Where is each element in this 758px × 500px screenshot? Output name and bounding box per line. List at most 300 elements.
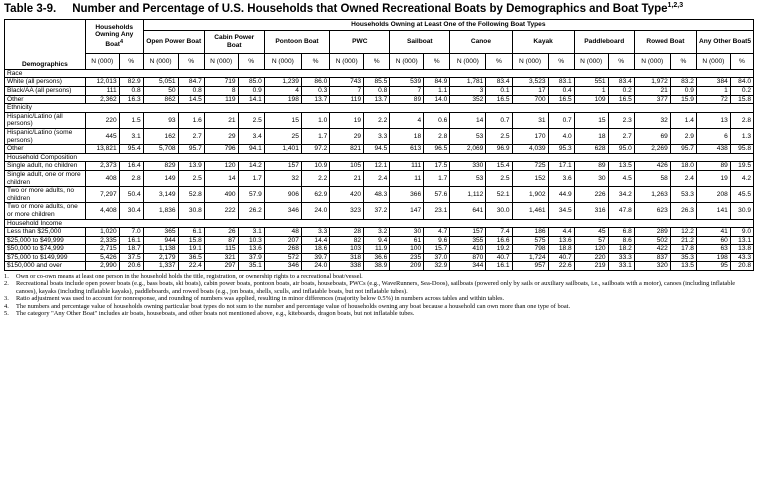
footnote-text: The category "Any Other Boat" includes air boats, houseboats, and other boats not mentioned above, e.g., kiteboards, dragon boats, but not inflatable tubes. <box>16 310 415 318</box>
percent-cell: 30.8 <box>178 203 204 219</box>
table-row <box>5 170 754 186</box>
count-cell: 289 <box>634 228 670 237</box>
n-unit-header: N (000) <box>450 53 486 69</box>
count-cell: 222 <box>204 203 238 219</box>
table-row <box>5 145 754 154</box>
count-cell: 57 <box>574 236 608 245</box>
percent-cell: 37.2 <box>364 203 390 219</box>
footnote-marker: 2. <box>4 280 9 288</box>
percent-cell: 39.7 <box>301 253 329 262</box>
count-cell: 1,724 <box>512 253 548 262</box>
count-cell: 551 <box>574 78 608 87</box>
count-cell: 19 <box>696 170 730 186</box>
percent-cell: 37.5 <box>119 253 143 262</box>
percent-cell: 1.7 <box>301 128 329 144</box>
percent-cell: 10.9 <box>301 162 329 171</box>
percent-cell: 94.1 <box>238 145 264 154</box>
percent-cell: 43.3 <box>730 253 753 262</box>
percent-cell: 2.8 <box>730 112 753 128</box>
percent-cell: 17.5 <box>424 162 450 171</box>
count-cell: 641 <box>450 203 486 219</box>
count-cell: 162 <box>143 128 178 144</box>
percent-cell: 3.2 <box>364 228 390 237</box>
percent-cell: 3.4 <box>238 128 264 144</box>
count-cell: 719 <box>204 78 238 87</box>
count-cell: 14 <box>450 112 486 128</box>
percent-cell: 13.6 <box>238 245 264 254</box>
count-cell: 220 <box>85 112 119 128</box>
count-cell: 220 <box>574 253 608 262</box>
percent-cell: 18.8 <box>548 245 574 254</box>
footnote-marker: 4. <box>4 302 9 310</box>
count-cell: 2,179 <box>143 253 178 262</box>
count-cell: 119 <box>330 95 364 104</box>
count-cell: 490 <box>204 187 238 203</box>
percent-cell: 0.2 <box>730 87 753 96</box>
percent-cell: 95.8 <box>730 145 753 154</box>
count-cell: 1,461 <box>512 203 548 219</box>
n-unit-header: N (000) <box>390 53 424 69</box>
percent-cell: 16.4 <box>119 162 143 171</box>
percent-cell: 0.8 <box>178 87 204 96</box>
percent-cell: 40.7 <box>486 253 512 262</box>
percent-cell: 84.7 <box>178 78 204 87</box>
percent-cell: 50.4 <box>119 187 143 203</box>
count-cell: 1,401 <box>264 145 301 154</box>
percent-cell: 1.1 <box>424 87 450 96</box>
count-cell: 32 <box>634 112 670 128</box>
count-cell: 5,051 <box>143 78 178 87</box>
percent-cell: 0.8 <box>364 87 390 96</box>
percent-cell: 95.0 <box>608 145 634 154</box>
percent-cell: 47.8 <box>608 203 634 219</box>
percent-cell: 40.7 <box>548 253 574 262</box>
row-label: Black/AA (all persons) <box>5 87 86 96</box>
count-cell: 330 <box>450 162 486 171</box>
any-boat-header <box>85 19 143 53</box>
count-cell: 17 <box>512 87 548 96</box>
boat-type-header: Pontoon Boat <box>264 30 329 53</box>
percent-cell: 24.0 <box>301 203 329 219</box>
percent-cell: 19.2 <box>486 245 512 254</box>
footnote-text: Recreational boats include open power boats (e.g., bass boats, ski boats), cabin power boats, pontoon boats, air boats, houseboats, PWCs (e.g., WaveRunners, Sea-Doos), sailboats (powered only by sails or auxiliary sailboats, i.e., sailboats with a motor), canoes (including inflatable canoes), kayaks (including inflatable kayaks), paddleboards, and rowed boats (e.g., jon boats, shells, sculls, and inflatable boats, but not inflatable tubes). <box>16 280 736 295</box>
count-cell: 321 <box>204 253 238 262</box>
count-cell: 207 <box>264 236 301 245</box>
percent-cell: 14.0 <box>424 95 450 104</box>
percent-cell: 20.8 <box>730 262 753 271</box>
percent-cell: 19.1 <box>178 245 204 254</box>
count-cell: 1,020 <box>85 228 119 237</box>
percent-cell: 26.3 <box>670 203 696 219</box>
percent-cell: 0.3 <box>301 87 329 96</box>
boat-type-header: Canoe <box>450 30 512 53</box>
section-label: Household Composition <box>5 153 754 162</box>
count-cell: 539 <box>390 78 424 87</box>
count-cell: 613 <box>390 145 424 154</box>
count-cell: 7 <box>390 87 424 96</box>
count-cell: 60 <box>696 236 730 245</box>
count-cell: 1,902 <box>512 187 548 203</box>
count-cell: 8 <box>204 87 238 96</box>
count-cell: 186 <box>512 228 548 237</box>
percent-unit-header: % <box>486 53 512 69</box>
percent-cell: 6.1 <box>178 228 204 237</box>
percent-cell: 9.6 <box>424 236 450 245</box>
section-header-row <box>5 69 754 78</box>
any-boat-superscript: 4 <box>120 39 124 46</box>
count-cell: 7 <box>330 87 364 96</box>
percent-cell: 13.7 <box>301 95 329 104</box>
percent-unit-header: % <box>670 53 696 69</box>
count-cell: 798 <box>512 245 548 254</box>
boat-type-header: Any Other Boat5 <box>696 30 753 53</box>
count-cell: 30 <box>390 228 424 237</box>
percent-cell: 57.6 <box>424 187 450 203</box>
count-cell: 821 <box>330 145 364 154</box>
count-cell: 408 <box>85 170 119 186</box>
count-cell: 235 <box>390 253 424 262</box>
count-cell: 2,362 <box>85 95 119 104</box>
count-cell: 100 <box>390 245 424 254</box>
percent-cell: 35.1 <box>238 262 264 271</box>
n-unit-header: N (000) <box>85 53 119 69</box>
percent-cell: 14.5 <box>178 95 204 104</box>
percent-cell: 22.6 <box>548 262 574 271</box>
count-cell: 725 <box>512 162 548 171</box>
percent-cell: 36.5 <box>178 253 204 262</box>
percent-cell: 16.1 <box>119 236 143 245</box>
percent-cell: 1.0 <box>301 112 329 128</box>
percent-cell: 13.9 <box>178 162 204 171</box>
footnote-text: Ratio adjustment was used to account for nonresponse, and rounding of numbers was applied, resulting in minor differences (majority below 0.5%) in numbers across tables and within tables. <box>16 295 505 303</box>
percent-cell: 2.4 <box>364 170 390 186</box>
percent-cell: 15.9 <box>670 95 696 104</box>
percent-cell: 96.9 <box>486 145 512 154</box>
percent-cell: 17.1 <box>548 162 574 171</box>
count-cell: 3,149 <box>143 187 178 203</box>
count-cell: 3,523 <box>512 78 548 87</box>
percent-cell: 20.6 <box>119 262 143 271</box>
count-cell: 1 <box>696 87 730 96</box>
percent-cell: 2.3 <box>608 112 634 128</box>
percent-cell: 16.3 <box>119 95 143 104</box>
percent-cell: 2.2 <box>301 170 329 186</box>
table-row <box>5 203 754 219</box>
count-cell: 6 <box>696 128 730 144</box>
count-cell: 4,408 <box>85 203 119 219</box>
percent-cell: 13.1 <box>730 236 753 245</box>
percent-cell: 2.8 <box>119 170 143 186</box>
n-unit-header: N (000) <box>264 53 301 69</box>
count-cell: 95 <box>696 262 730 271</box>
count-cell: 19 <box>330 112 364 128</box>
table-row <box>5 128 754 144</box>
percent-cell: 26.2 <box>238 203 264 219</box>
n-unit-header: N (000) <box>634 53 670 69</box>
count-cell: 120 <box>574 245 608 254</box>
percent-cell: 12.1 <box>364 162 390 171</box>
count-cell: 837 <box>634 253 670 262</box>
percent-cell: 1.7 <box>424 170 450 186</box>
percent-cell: 3.1 <box>238 228 264 237</box>
percent-cell: 15.8 <box>730 95 753 104</box>
percent-unit-header: % <box>119 53 143 69</box>
count-cell: 26 <box>204 228 238 237</box>
count-cell: 63 <box>696 245 730 254</box>
count-cell: 366 <box>390 187 424 203</box>
footnote-text: The numbers and percentage value of households owning particular boat types do not sum to the number and percentage value of households owning any boat because a household can own more than one type of boat. <box>16 302 571 310</box>
percent-cell: 1.4 <box>670 112 696 128</box>
count-cell: 268 <box>264 245 301 254</box>
percent-cell: 33.3 <box>608 253 634 262</box>
percent-cell: 95.4 <box>119 145 143 154</box>
n-unit-header: N (000) <box>696 53 730 69</box>
count-cell: 208 <box>696 187 730 203</box>
percent-cell: 2.8 <box>424 128 450 144</box>
percent-cell: 1.6 <box>178 112 204 128</box>
percent-cell: 2.5 <box>238 112 264 128</box>
count-cell: 316 <box>574 203 608 219</box>
count-cell: 628 <box>574 145 608 154</box>
count-cell: 115 <box>204 245 238 254</box>
count-cell: 147 <box>390 203 424 219</box>
count-cell: 21 <box>634 87 670 96</box>
count-cell: 2,335 <box>85 236 119 245</box>
percent-cell: 2.5 <box>486 128 512 144</box>
percent-cell: 3.1 <box>119 128 143 144</box>
count-cell: 365 <box>143 228 178 237</box>
count-cell: 623 <box>634 203 670 219</box>
percent-cell: 1.5 <box>119 112 143 128</box>
percent-cell: 0.7 <box>486 112 512 128</box>
row-label: Single adult, no children <box>5 162 86 171</box>
percent-cell: 95.7 <box>178 145 204 154</box>
count-cell: 438 <box>696 145 730 154</box>
percent-cell: 13.7 <box>364 95 390 104</box>
n-unit-header: N (000) <box>574 53 608 69</box>
row-label: $150,000 and over <box>5 262 86 271</box>
percent-cell: 18.2 <box>608 245 634 254</box>
count-cell: 323 <box>330 203 364 219</box>
count-cell: 352 <box>450 95 486 104</box>
percent-cell: 0.9 <box>238 87 264 96</box>
count-cell: 870 <box>450 253 486 262</box>
percent-cell: 30.9 <box>730 203 753 219</box>
count-cell: 384 <box>696 78 730 87</box>
count-cell: 4,039 <box>512 145 548 154</box>
count-cell: 53 <box>450 170 486 186</box>
table-row <box>5 262 754 271</box>
percent-unit-header: % <box>548 53 574 69</box>
percent-unit-header: % <box>608 53 634 69</box>
count-cell: 41 <box>696 228 730 237</box>
count-cell: 29 <box>204 128 238 144</box>
count-cell: 29 <box>330 128 364 144</box>
boat-type-header: Cabin Power Boat <box>204 30 264 53</box>
count-cell: 4 <box>264 87 301 96</box>
section-label: Race <box>5 69 754 78</box>
percent-cell: 52.8 <box>178 187 204 203</box>
boat-type-header: PWC <box>330 30 390 53</box>
count-cell: 89 <box>390 95 424 104</box>
footnotes <box>4 273 754 317</box>
count-cell: 120 <box>204 162 238 171</box>
count-cell: 31 <box>512 112 548 128</box>
count-cell: 796 <box>204 145 238 154</box>
percent-cell: 2.5 <box>486 170 512 186</box>
n-unit-header: N (000) <box>330 53 364 69</box>
count-cell: 944 <box>143 236 178 245</box>
count-cell: 318 <box>330 253 364 262</box>
percent-cell: 86.0 <box>301 78 329 87</box>
count-cell: 5,708 <box>143 145 178 154</box>
percent-cell: 35.3 <box>670 253 696 262</box>
percent-cell: 15.8 <box>178 236 204 245</box>
percent-unit-header: % <box>424 53 450 69</box>
table-row <box>5 253 754 262</box>
percent-unit-header: % <box>178 53 204 69</box>
count-cell: 157 <box>264 162 301 171</box>
percent-cell: 37.9 <box>238 253 264 262</box>
count-cell: 25 <box>264 128 301 144</box>
percent-cell: 2.5 <box>178 170 204 186</box>
percent-cell: 0.4 <box>548 87 574 96</box>
section-label: Household Income <box>5 219 754 228</box>
percent-cell: 30.0 <box>486 203 512 219</box>
count-cell: 69 <box>634 128 670 144</box>
percent-cell: 0.9 <box>670 87 696 96</box>
percent-cell: 21.2 <box>670 236 696 245</box>
count-cell: 48 <box>264 228 301 237</box>
footnote <box>4 310 754 317</box>
count-cell: 82 <box>330 236 364 245</box>
count-cell: 2,715 <box>85 245 119 254</box>
boat-type-header: Rowed Boat <box>634 30 696 53</box>
percent-cell: 4.4 <box>548 228 574 237</box>
percent-cell: 82.9 <box>119 78 143 87</box>
percent-cell: 13.5 <box>608 162 634 171</box>
section-label: Ethnicity <box>5 104 754 113</box>
count-cell: 2,990 <box>85 262 119 271</box>
percent-cell: 16.6 <box>486 236 512 245</box>
count-cell: 7,297 <box>85 187 119 203</box>
table-label: Table 3-9. <box>4 2 57 15</box>
percent-cell: 14.1 <box>238 95 264 104</box>
footnote-marker: 3. <box>4 295 9 303</box>
count-cell: 346 <box>264 262 301 271</box>
percent-cell: 53.3 <box>670 187 696 203</box>
percent-cell: 16.5 <box>608 95 634 104</box>
count-cell: 2,373 <box>85 162 119 171</box>
footnote <box>4 280 754 295</box>
percent-cell: 83.1 <box>548 78 574 87</box>
footnote-text: Own or co-own means at least one person in the household holds the title, registration, or ownership rights to a recreational boat/vessel. <box>16 273 363 281</box>
row-label: Two or more adults, one or more children <box>5 203 86 219</box>
percent-cell: 52.1 <box>486 187 512 203</box>
count-cell: 198 <box>264 95 301 104</box>
count-cell: 89 <box>696 162 730 171</box>
count-cell: 2,269 <box>634 145 670 154</box>
count-cell: 12,013 <box>85 78 119 87</box>
percent-cell: 38.9 <box>364 262 390 271</box>
percent-cell: 2.7 <box>178 128 204 144</box>
boat-type-header: Sailboat <box>390 30 450 53</box>
percent-cell: 30.4 <box>119 203 143 219</box>
percent-cell: 4.7 <box>424 228 450 237</box>
count-cell: 18 <box>390 128 424 144</box>
count-cell: 297 <box>204 262 238 271</box>
count-cell: 422 <box>634 245 670 254</box>
percent-cell: 12.2 <box>670 228 696 237</box>
percent-cell: 18.6 <box>301 245 329 254</box>
count-cell: 1,781 <box>450 78 486 87</box>
count-cell: 45 <box>574 228 608 237</box>
count-cell: 426 <box>634 162 670 171</box>
percent-cell: 0.7 <box>548 112 574 128</box>
percent-cell: 34.2 <box>608 187 634 203</box>
count-cell: 157 <box>450 228 486 237</box>
count-cell: 575 <box>512 236 548 245</box>
count-cell: 149 <box>143 170 178 186</box>
percent-cell: 2.2 <box>364 112 390 128</box>
count-cell: 30 <box>574 170 608 186</box>
percent-cell: 13.5 <box>670 262 696 271</box>
percent-cell: 33.1 <box>608 262 634 271</box>
percent-cell: 34.5 <box>548 203 574 219</box>
table-title-text: Number and Percentage of U.S. Households that Owned Recreational Boats by Demographics and Boat Type <box>72 2 668 15</box>
count-cell: 15 <box>574 112 608 128</box>
percent-cell: 24.0 <box>301 262 329 271</box>
count-cell: 1 <box>574 87 608 96</box>
count-cell: 957 <box>512 262 548 271</box>
count-cell: 1,263 <box>634 187 670 203</box>
count-cell: 111 <box>85 87 119 96</box>
table-row <box>5 236 754 245</box>
count-cell: 32 <box>264 170 301 186</box>
percent-cell: 94.5 <box>364 145 390 154</box>
n-unit-header: N (000) <box>204 53 238 69</box>
percent-cell: 32.9 <box>424 262 450 271</box>
table-row <box>5 228 754 237</box>
count-cell: 21 <box>204 112 238 128</box>
percent-cell: 8.6 <box>608 236 634 245</box>
count-cell: 226 <box>574 187 608 203</box>
count-cell: 28 <box>330 228 364 237</box>
percent-cell: 4.5 <box>608 170 634 186</box>
percent-cell: 18.0 <box>670 162 696 171</box>
count-cell: 11 <box>390 170 424 186</box>
percent-cell: 18.7 <box>119 245 143 254</box>
count-cell: 209 <box>390 262 424 271</box>
count-cell: 410 <box>450 245 486 254</box>
table-row <box>5 87 754 96</box>
count-cell: 170 <box>512 128 548 144</box>
percent-cell: 96.5 <box>424 145 450 154</box>
count-cell: 3 <box>450 87 486 96</box>
percent-cell: 44.9 <box>548 187 574 203</box>
percent-cell: 1.7 <box>238 170 264 186</box>
count-cell: 4 <box>390 112 424 128</box>
count-cell: 829 <box>143 162 178 171</box>
count-cell: 21 <box>330 170 364 186</box>
percent-cell: 9.0 <box>730 228 753 237</box>
row-label: Other <box>5 145 86 154</box>
percent-cell: 13.6 <box>548 236 574 245</box>
percent-cell: 84.0 <box>730 78 753 87</box>
row-label: Hispanic/Latino (all persons) <box>5 112 86 128</box>
count-cell: 2,069 <box>450 145 486 154</box>
footnote-marker: 5. <box>4 310 9 318</box>
